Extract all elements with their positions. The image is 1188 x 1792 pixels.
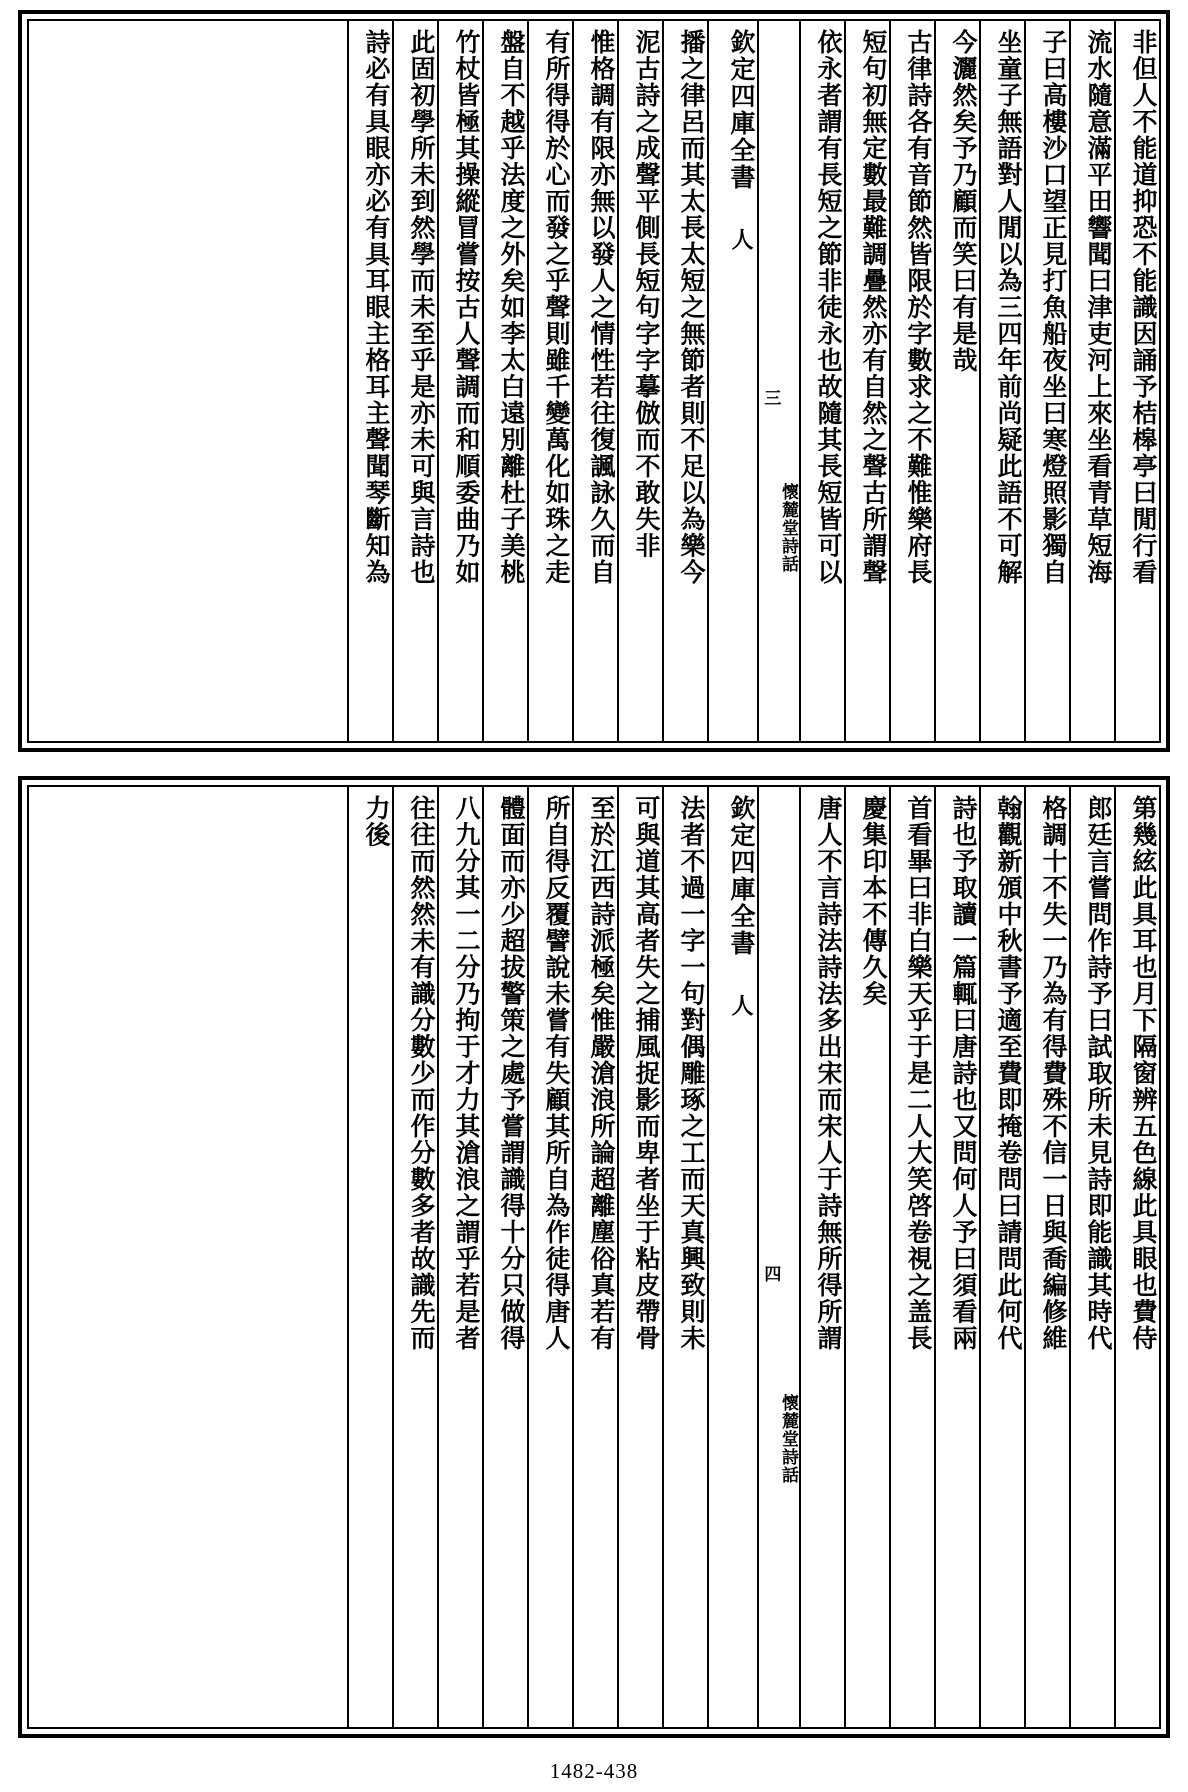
text-column: 至於江西詩派極矣惟嚴滄浪所論超離塵俗真若有 <box>572 787 617 1727</box>
text-column: 往往而然然未有識分數少而作分數多者故識先而 <box>392 787 437 1727</box>
text-column: 非但人不能道抑恐不能識因誦予桔槔亭曰閒行看 <box>1114 21 1159 741</box>
text-column-blank <box>302 787 347 1727</box>
text-column: 體面而亦少超拔警策之處予嘗謂識得十分只做得 <box>482 787 527 1727</box>
text-column-blank <box>302 21 347 741</box>
text-column: 法者不過一字一句對偶雕琢之工而天真興致則未 <box>662 787 707 1727</box>
text-column: 力後 <box>347 787 392 1727</box>
text-column: 盤自不越乎法度之外矣如李太白遠別離杜子美桃 <box>482 21 527 741</box>
imperial-header-mark: 人 <box>728 227 754 251</box>
text-column: 格調十不失一乃為有得費殊不信一日與喬編修維 <box>1024 787 1069 1727</box>
book-leaf-bottom <box>18 776 1170 1738</box>
imperial-header-title: 欽定四庫全書 <box>727 29 756 191</box>
text-column: 第幾絃此具耳也月下隔窗辨五色線此具眼也費侍 <box>1114 787 1159 1727</box>
text-column: 詩也予取讀一篇輒曰唐詩也又問何人予曰須看兩 <box>934 787 979 1727</box>
text-column: 播之律呂而其太長太短之無節者則不足以為樂今 <box>662 21 707 741</box>
text-column: 短句初無定數最難調疊然亦有自然之聲古所謂聲 <box>844 21 889 741</box>
text-column: 古律詩各有音節然皆限於字數求之不難惟樂府長 <box>889 21 934 741</box>
book-title-inset: 懷麓堂詩話 <box>778 1394 798 1484</box>
leaf-bottom-columns <box>27 785 1161 1729</box>
text-column: 郎廷言嘗問作詩予曰試取所未見詩即能識其時代 <box>1069 787 1114 1727</box>
text-column: 今灑然矣予乃顧而笑曰有是哉 <box>934 21 979 741</box>
text-column: 可與道其高者失之捕風捉影而卑者坐于粘皮帶骨 <box>617 787 662 1727</box>
book-leaf-top <box>18 10 1170 752</box>
book-title-inset: 懷麓堂詩話 <box>778 483 798 573</box>
text-column: 子曰高樓沙口望正見打魚船夜坐曰寒燈照影獨自 <box>1024 21 1069 741</box>
leaf-top-columns <box>27 19 1161 743</box>
text-column: 唐人不言詩法詩法多出宋而宋人于詩無所得所謂 <box>799 787 844 1727</box>
text-column: 依永者謂有長短之節非徒永也故隨其長短皆可以 <box>799 21 844 741</box>
imperial-header-column <box>707 21 757 741</box>
leaf-center-strip <box>757 21 799 741</box>
text-column: 泥古詩之成聲平側長短句字字摹倣而不敢失非 <box>617 21 662 741</box>
text-column: 此固初學所未到然學而未至乎是亦未可與言詩也 <box>392 21 437 741</box>
text-column: 翰觀新頒中秋書予適至費即掩卷問曰請問此何代 <box>979 787 1024 1727</box>
leaf-page-number: 三 <box>760 388 781 408</box>
imperial-header-title: 欽定四庫全書 <box>727 795 756 957</box>
imperial-header-column <box>707 787 757 1727</box>
page-footer: 1482-438 <box>549 1759 639 1783</box>
text-column: 竹杖皆極其操縱冒嘗按古人聲調而和順委曲乃如 <box>437 21 482 741</box>
text-column: 慶集印本不傳久矣 <box>844 787 889 1727</box>
imperial-header-mark: 人 <box>728 993 754 1017</box>
leaf-center-strip <box>757 787 799 1727</box>
text-column: 惟格調有限亦無以發人之情性若往復諷詠久而自 <box>572 21 617 741</box>
text-column: 首看畢曰非白樂天乎于是二人大笑啓卷視之盖長 <box>889 787 934 1727</box>
text-column: 有所得得於心而發之乎聲則雖千變萬化如珠之走 <box>527 21 572 741</box>
text-column: 詩必有具眼亦必有具耳眼主格耳主聲聞琴斷知為 <box>347 21 392 741</box>
leaf-page-number: 四 <box>760 1264 781 1284</box>
text-column: 八九分其一二分乃拘于才力其滄浪之謂乎若是者 <box>437 787 482 1727</box>
text-column: 所自得反覆譬說未嘗有失顧其所自為作徒得唐人 <box>527 787 572 1727</box>
text-column: 坐童子無語對人閒以為三四年前尚疑此語不可解 <box>979 21 1024 741</box>
text-column: 流水隨意滿平田響聞曰津吏河上來坐看青草短海 <box>1069 21 1114 741</box>
